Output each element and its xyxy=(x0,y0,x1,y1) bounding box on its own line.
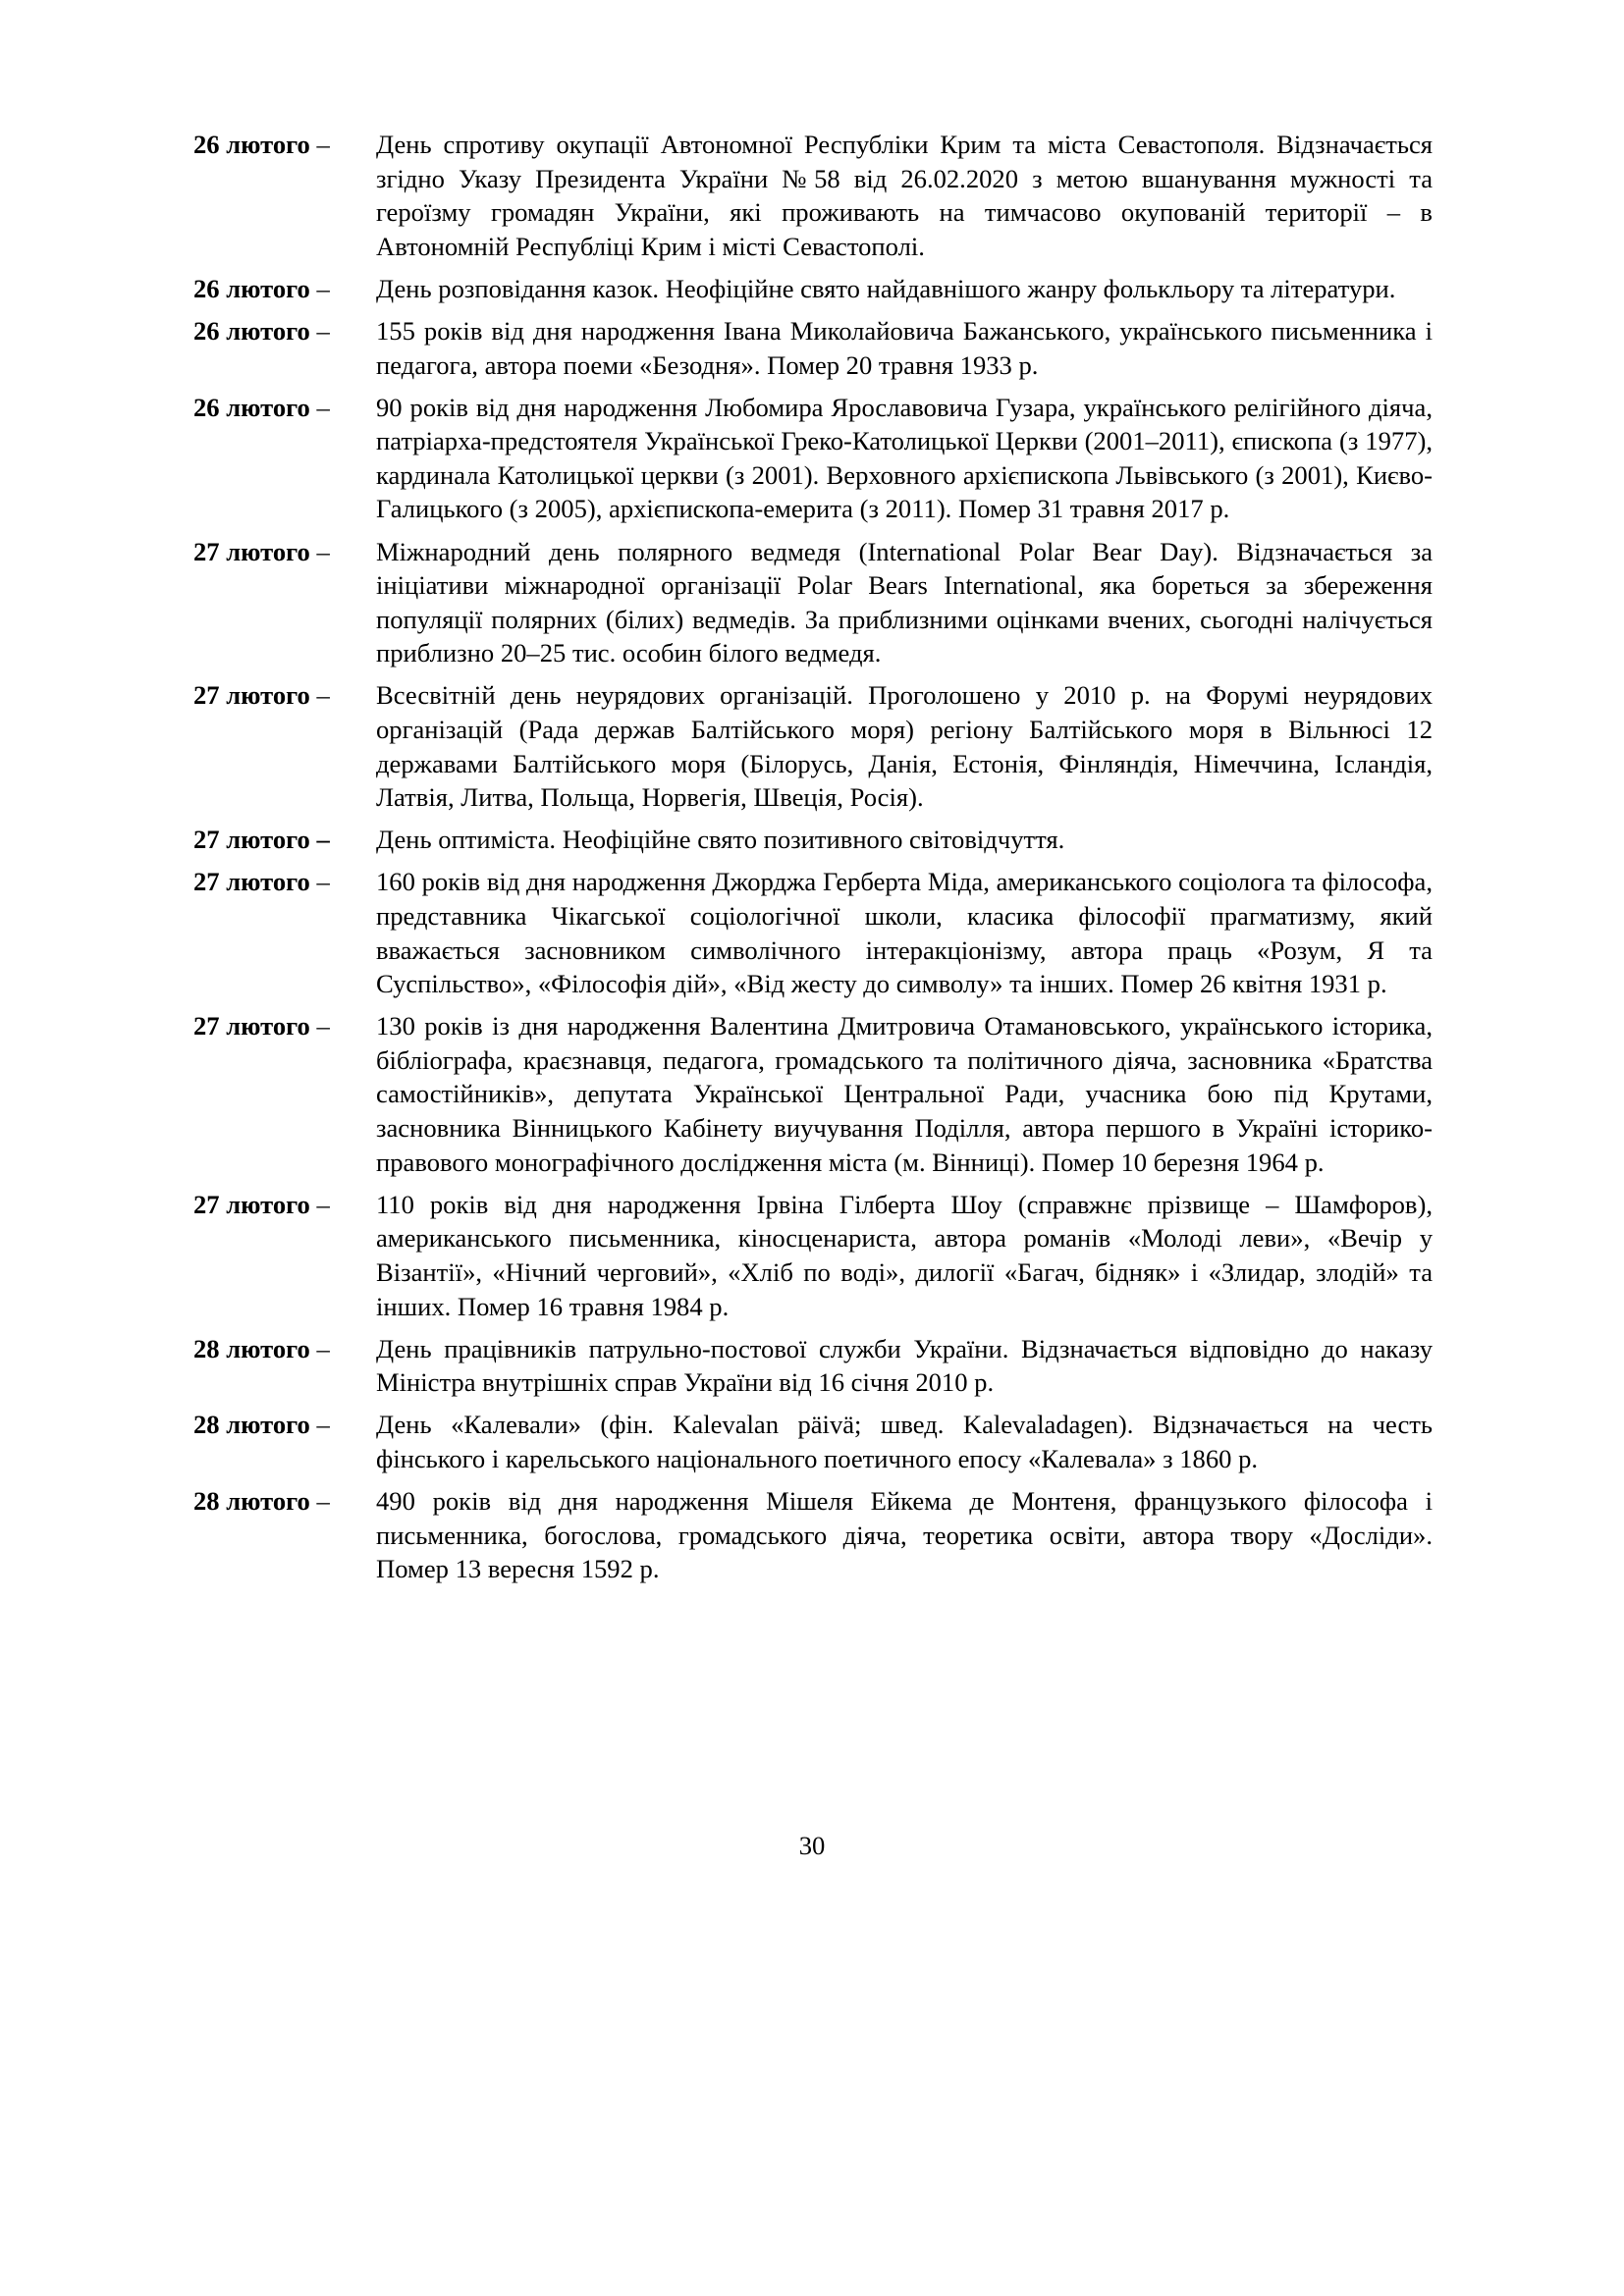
entry-dash: – xyxy=(309,1189,330,1219)
calendar-entry xyxy=(193,1332,1433,1400)
entry-text: 160 років від дня народження Джорджа Герберта Міда, американського соціолога та філософа, представника Чікагської соціологічної школи, класика філософії прагматизму, який вважається засновником символічного інтеракціонізму, автора праць «Розум, Я та Суспільство», «Філософія дій», «Від жесту до символу» та інших. Помер 26 квітня 1931 р. xyxy=(376,867,1433,999)
entry-lead xyxy=(193,314,330,348)
entry-date: 27 лютого xyxy=(193,867,310,897)
entry-dash: – xyxy=(309,680,330,711)
entry-date: 27 лютого – xyxy=(193,825,330,855)
entry-lead xyxy=(193,1332,330,1366)
entry-dash: – xyxy=(309,1011,330,1041)
entry-dash: – xyxy=(309,130,330,159)
entry-text: 130 років із дня народження Валентина Дмитровича Отамановського, українського історика, бібліографа, краєзнавця, педагога, громадського та політичного діяча, засновника «Братства самостійників», депутата Української Центральної Ради, учасника бою під Крутами, засновника Вінницького Кабінету виучування Поділля, автора першого в Україні історико-правового монографічного дослідження міста (м. Вінниці). Помер 10 березня 1964 р. xyxy=(376,1011,1433,1177)
calendar-entry xyxy=(193,314,1433,382)
calendar-entry xyxy=(193,865,1433,1000)
entry-dash: – xyxy=(309,536,330,566)
entry-date: 27 лютого xyxy=(193,1189,310,1219)
entry-lead xyxy=(193,272,330,306)
entry-text: Міжнародний день полярного ведмедя (International Polar Bear Day). Відзначається за ініціативи міжнародної організації Polar Bears International, яка бореться за збереження популяції полярних (білих) ведмедів. За приблизними оцінками вчених, сьогодні налічується приблизно 20–25 тис. особин білого ведмедя. xyxy=(376,536,1433,668)
entry-text: 155 років від дня народження Івана Миколайовича Бажанського, українського письменника і педагога, автора поеми «Безодня». Помер 20 травня 1933 р. xyxy=(376,315,1433,380)
entry-lead xyxy=(193,391,330,425)
entry-lead xyxy=(193,128,330,162)
calendar-entry xyxy=(193,1484,1433,1586)
entry-date: 26 лютого xyxy=(193,392,310,422)
entry-date: 26 лютого xyxy=(193,130,310,159)
entry-dash: – xyxy=(309,273,330,303)
entry-text: 90 років від дня народження Любомира Ярославовича Гузара, українського релігійного діяча, патріарха-предстоятеля Української Греко-Католицької Церкви (2001–2011), єпископа (з 1977), кардинала Католицької церкви (з 2001). Верховного архієпископа Львівського (з 2001), Києво-Галицького (з 2005), архієпископа-емерита (з 2011). Помер 31 травня 2017 р. xyxy=(376,392,1433,524)
calendar-entry xyxy=(193,1408,1433,1475)
calendar-entry xyxy=(193,128,1433,263)
calendar-entry xyxy=(193,1009,1433,1179)
calendar-entry xyxy=(193,272,1433,306)
entry-text: День спротиву окупації Автономної Республіки Крим та міста Севастополя. Відзначається згідно Указу Президента України №58 від 26.02.2020 з метою вшанування мужності та героїзму громадян України, які проживають на тимчасово окупованій території – в Автономній Республіці Крим і місті Севастополі. xyxy=(376,130,1433,261)
entry-text: День «Калевали» (фін. Kalevalan päivä; швед. Kalevaladagen). Відзначається на честь фінського і карельського національного поетичного епосу «Калевала» з 1860 р. xyxy=(376,1410,1433,1473)
entry-lead xyxy=(193,535,330,569)
entry-text: Всесвітній день неурядових організацій. Проголошено у 2010 р. на Форумі неурядових організацій (Рада держав Балтійського моря) регіону Балтійського моря в Вільнюсі 12 державами Балтійського моря (Білорусь, Данія, Естонія, Фінляндія, Німеччина, Ісландія, Латвія, Литва, Польща, Норвегія, Швеція, Росія). xyxy=(376,680,1433,813)
calendar-entry xyxy=(193,678,1433,814)
entry-dash: – xyxy=(309,1485,330,1516)
entry-date: 27 лютого xyxy=(193,680,310,711)
entry-lead xyxy=(193,1484,330,1519)
entry-lead xyxy=(193,823,330,857)
entry-date: 26 лютого xyxy=(193,273,310,303)
entry-text: 490 років від дня народження Мішеля Ейкема де Монтеня, французького філософа і письменника, богослова, громадського діяча, теоретика освіти, автора твору «Досліди». Помер 13 вересня 1592 р. xyxy=(376,1485,1433,1584)
entry-date: 26 лютого xyxy=(193,315,310,346)
calendar-entry xyxy=(193,535,1433,670)
entry-date: 27 лютого xyxy=(193,536,310,566)
calendar-entry xyxy=(193,823,1433,857)
entry-date: 28 лютого xyxy=(193,1485,310,1516)
entry-date: 27 лютого xyxy=(193,1011,310,1041)
entry-date: 28 лютого xyxy=(193,1410,310,1440)
calendar-entry xyxy=(193,391,1433,526)
entry-date: 28 лютого xyxy=(193,1333,310,1363)
entry-dash: – xyxy=(309,392,330,422)
entry-text: День працівників патрульно-постової служби України. Відзначається відповідно до наказу Міністра внутрішніх справ України від 16 січня 2010 р. xyxy=(376,1333,1433,1398)
entry-text: 110 років від дня народження Ірвіна Гілберта Шоу (справжнє прізвище – Шамфоров), американського письменника, кіносценариста, автора романів «Молоді леви», «Вечір у Візантії», «Нічний черговий», «Хліб по воді», дилогії «Багач, бідняк» і «Злидар, злодій» та інших. Помер 16 травня 1984 р. xyxy=(376,1189,1433,1321)
entry-lead xyxy=(193,678,330,713)
entry-text: День розповідання казок. Неофіційне свято найдавнішого жанру фолькльору та літератури. xyxy=(376,273,1396,303)
entry-lead xyxy=(193,1408,330,1442)
entry-dash: – xyxy=(309,1410,330,1440)
calendar-entry xyxy=(193,1188,1433,1323)
entry-dash: – xyxy=(309,1333,330,1363)
entry-lead xyxy=(193,865,330,899)
entry-dash: – xyxy=(309,867,330,897)
entry-lead xyxy=(193,1009,330,1043)
entry-dash: – xyxy=(309,315,330,346)
document-body xyxy=(193,128,1433,1594)
entry-text: День оптиміста. Неофіційне свято позитивного світовідчуття. xyxy=(376,825,1065,855)
entry-lead xyxy=(193,1188,330,1222)
page-number: 30 xyxy=(798,1831,826,1860)
